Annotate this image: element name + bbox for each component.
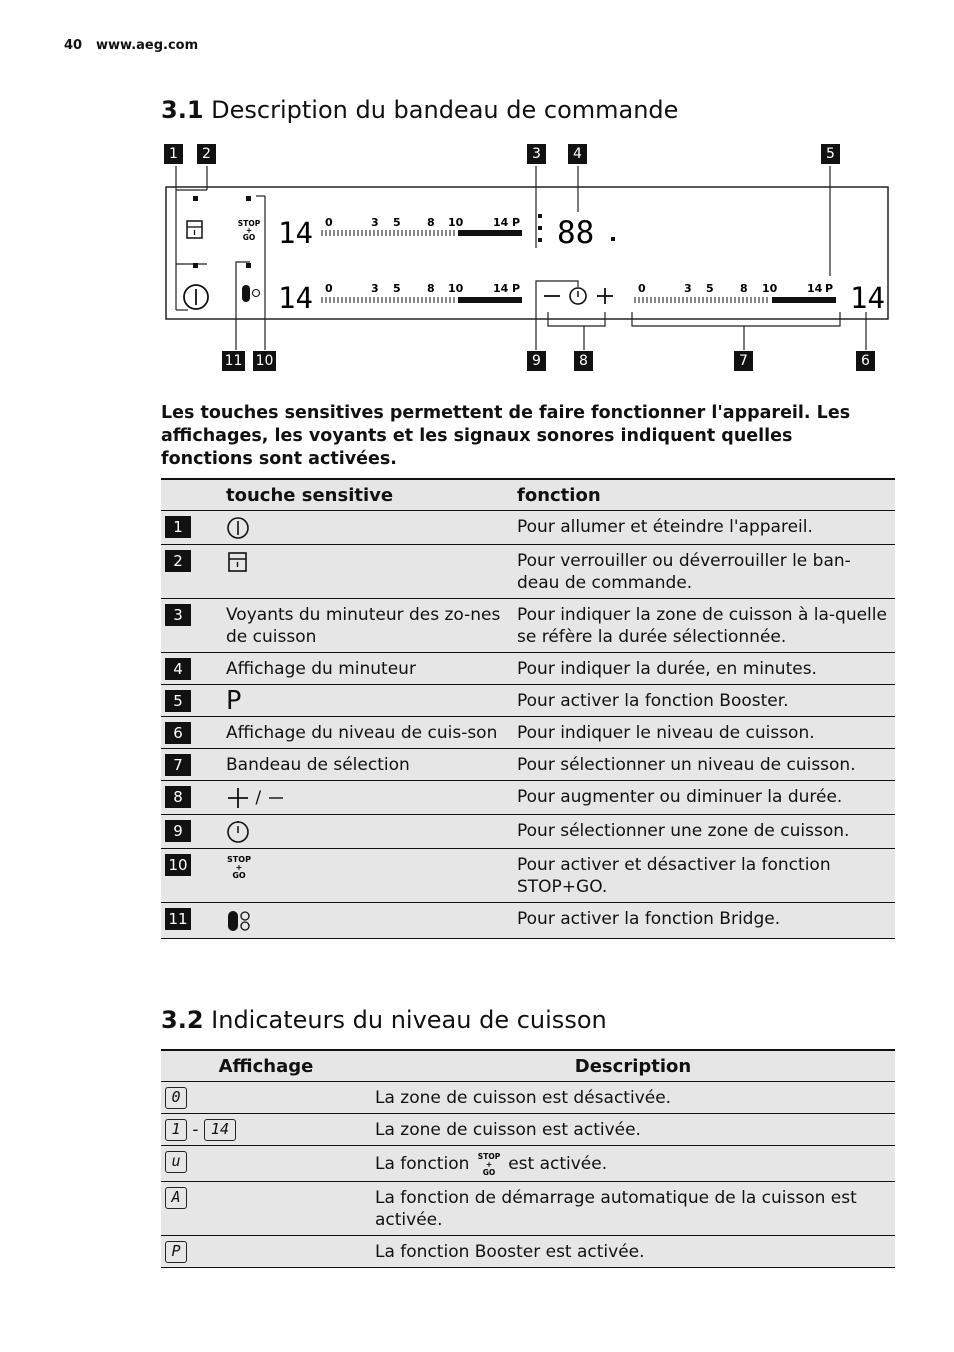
level-display-top: 14 [278,216,313,250]
lock-icon [226,550,250,574]
row-function: Pour activer la fonction Bridge. [517,909,781,929]
row-function: Pour augmenter ou diminuer la durée. [517,787,843,807]
table-row [161,1114,895,1146]
row-description: La zone de cuisson est désactivée. [375,1088,672,1108]
scale-right-ticks [635,297,767,303]
table-row [161,815,895,849]
table-row [161,781,895,815]
section-2-heading [161,1006,607,1034]
row-number: 9 [165,820,191,842]
power-icon [226,516,250,540]
section-2-number: 3.2 [161,1006,204,1034]
table-row [161,511,895,545]
header-display: Affichage [218,1056,314,1077]
row-description: La fonction Booster est activée. [375,1242,645,1262]
row-touch: Voyants du minuteur des zo-nes de cuisson [226,605,501,647]
intro-text: Les touches sensitives permettent de faire fonctionner l'appareil. Les affichages, les voyants et les signaux sonores indiquent quelles fonctions sont activées. [161,403,851,469]
scale-top-p: P [512,216,521,229]
stop-go-icon [475,1151,503,1177]
row-function: Pour indiquer la zone de cuisson à la-quelle se réfère la durée sélectionnée. [517,605,887,647]
table-row [161,749,895,781]
row-number: 5 [165,690,191,712]
row-function: Pour verrouiller ou déverrouiller le ban-deau de commande. [517,551,851,593]
table-row [161,903,895,939]
scale-top-ticks [322,230,454,236]
display-symbol: u [165,1151,187,1173]
callout-8: 8 [574,351,593,371]
row-number: 8 [165,786,191,808]
callout-1: 1 [164,144,183,164]
callout-2: 2 [197,144,216,164]
scale-top-3: 3 [371,216,379,229]
row-number: 3 [165,604,191,626]
row-function: Pour allumer et éteindre l'appareil. [517,517,813,537]
table-row [161,653,895,685]
scale-right-p: P [825,282,834,295]
section-1-number: 3.1 [161,96,204,124]
touch-function-table [161,478,895,939]
callout-10: 10 [253,351,276,371]
row-description-end: est activée. [508,1154,608,1174]
scale-bottom-3: 3 [371,282,379,295]
display-symbol-max: 14 [204,1119,236,1141]
go-label: GO [482,1168,496,1177]
scale-bottom-p: P [512,282,521,295]
scale-top-0: 0 [325,216,333,229]
stop-label: STOP [477,1152,500,1161]
table-row [161,717,895,749]
header-description: Description [574,1056,692,1077]
row-number: 6 [165,722,191,744]
row-description: La fonction [375,1154,470,1174]
row-description: La zone de cuisson est activée. [375,1120,641,1140]
stop-go-icon [238,219,261,242]
row-function: Pour sélectionner un niveau de cuisson. [517,755,856,775]
row-function: Pour activer la fonction Booster. [517,691,789,711]
scale-top-14: 14 [493,216,509,229]
row-description: La fonction de démarrage automatique de la cuisson est activée. [375,1188,857,1230]
scale-right-14: 14 [807,282,823,295]
table-row [161,685,895,717]
cooking-level-table [161,1049,895,1268]
row-function: Pour activer et désactiver la fonction STOP+GO. [517,855,831,897]
header-function: fonction [517,485,601,506]
scale-bottom-10: 10 [448,282,464,295]
row-number: 4 [165,658,191,680]
website[interactable]: www.aeg.com [96,38,199,53]
scale-top-8: 8 [427,216,435,229]
lock-icon [187,221,202,238]
plus-label: + [235,863,243,872]
range-separator: - [192,1120,199,1140]
table-row [161,545,895,599]
row-function: Pour indiquer la durée, en minutes. [517,659,817,679]
section-2-title: Indicateurs du niveau de cuisson [211,1006,607,1034]
bridge-icon [242,285,260,302]
row-number: 2 [165,550,191,572]
table-row [161,1182,895,1236]
booster-p-symbol: P [226,686,242,716]
timer-display: 88 [557,215,595,251]
table-row [161,1236,895,1268]
row-touch: Affichage du niveau de cuis-son [226,723,498,743]
callout-5: 5 [821,144,840,164]
bridge-icon [226,908,252,934]
scale-bottom-0: 0 [325,282,333,295]
plus-icon [597,288,613,304]
minus-icon [267,786,285,810]
row-function: Pour indiquer le niveau de cuisson. [517,723,815,743]
row-number: 11 [165,908,191,930]
scale-bottom-5: 5 [393,282,401,295]
section-1-title: Description du bandeau de commande [211,96,679,124]
scale-bottom-8: 8 [427,282,435,295]
page-number: 40 [64,38,83,53]
plus-icon [226,786,250,810]
power-icon [184,285,208,309]
callout-3: 3 [527,144,546,164]
display-symbol: P [165,1241,187,1263]
table-row [161,1082,895,1114]
plus-minus-separator: / [255,788,262,808]
scale-right-8: 8 [740,282,748,295]
display-symbol: 1 [165,1119,187,1141]
row-number: 7 [165,754,191,776]
display-symbol: 0 [165,1087,187,1109]
scale-right-10: 10 [762,282,778,295]
callout-9: 9 [527,351,546,371]
scale-bottom-ticks [322,297,454,303]
row-number: 1 [165,516,191,538]
scale-right-3: 3 [684,282,692,295]
go-label: GO [232,871,246,880]
row-touch: Affichage du minuteur [226,659,416,679]
table-header-row [161,1050,895,1082]
control-panel-diagram [0,0,954,380]
level-display-bottom: 14 [278,281,313,315]
table-row [161,599,895,653]
callout-6: 6 [856,351,875,371]
scale-right-5: 5 [706,282,714,295]
timer-icon [226,820,250,844]
go-label: GO [242,233,256,242]
table-row [161,1146,895,1182]
scale-bottom-14: 14 [493,282,509,295]
header-touch: touche sensitive [226,485,394,506]
stop-label: STOP [237,219,261,228]
scale-top-10: 10 [448,216,464,229]
callout-7: 7 [734,351,753,371]
plus-label: + [485,1160,492,1169]
plus-label: + [245,226,253,235]
callout-4: 4 [568,144,587,164]
table-row [161,849,895,903]
callout-11: 11 [222,351,245,371]
timer-icon [570,288,586,304]
row-number: 10 [165,854,191,876]
scale-right-0: 0 [638,282,646,295]
scale-top-5: 5 [393,216,401,229]
display-symbol: A [165,1187,187,1209]
row-function: Pour sélectionner une zone de cuisson. [517,821,850,841]
row-touch: Bandeau de sélection [226,755,410,775]
table-header-row [161,479,895,511]
stop-go-icon [226,854,256,882]
stop-label: STOP [227,855,251,864]
level-display-right: 14 [850,281,885,315]
